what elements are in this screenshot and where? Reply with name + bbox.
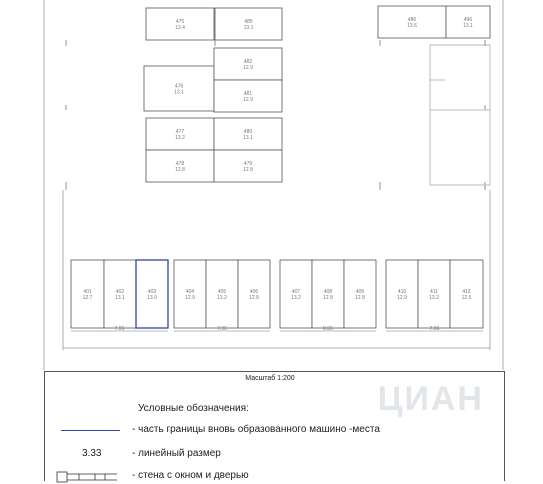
watermark: ЦИАН <box>377 380 484 418</box>
space-number: 477 <box>175 129 185 135</box>
parking-space-402 <box>104 260 136 328</box>
space-number: 401 <box>83 289 92 295</box>
space-area: 12.8 <box>323 295 333 301</box>
space-number: 479 <box>243 161 253 167</box>
space-area: 13.1 <box>463 23 473 29</box>
parking-space-403 <box>136 260 168 328</box>
space-area: 12.8 <box>175 167 185 173</box>
legend-row-boundary <box>61 424 501 438</box>
space-area: 12.8 <box>243 167 253 173</box>
scale-label: Масштаб 1:200 <box>245 375 295 382</box>
dimension-label: 8.06 <box>323 326 333 332</box>
space-number: 475 <box>175 19 185 25</box>
space-area: 12.5 <box>461 295 472 301</box>
legend-text-dimension: - линейный размер <box>132 448 221 459</box>
parking-space-406 <box>238 260 270 328</box>
space-number: 482 <box>243 59 253 65</box>
wall-sample-icon <box>55 470 119 484</box>
space-number: 409 <box>355 289 365 295</box>
parking-space-477 <box>146 118 214 150</box>
parking-spaces <box>71 6 490 328</box>
space-number: 402 <box>115 289 125 295</box>
space-area: 13.1 <box>115 295 125 301</box>
space-area: 13.1 <box>174 89 184 96</box>
space-number: 411 <box>430 289 438 295</box>
space-area: 12.9 <box>243 65 253 71</box>
legend <box>44 371 505 481</box>
parking-space-476 <box>144 66 214 111</box>
space-number: 412 <box>462 289 471 295</box>
parking-space-405 <box>206 260 238 328</box>
parking-space-409 <box>344 260 376 328</box>
parking-space-410 <box>386 260 418 328</box>
space-area: 12.8 <box>355 295 365 301</box>
space-number: 478 <box>175 161 185 167</box>
space-number: 410 <box>397 289 407 295</box>
parking-space-485 <box>215 8 282 40</box>
parking-space-412 <box>450 260 483 328</box>
space-area: 13.0 <box>147 295 157 301</box>
dimension-label: 7.96 <box>114 326 125 332</box>
space-number: 405 <box>217 289 227 295</box>
legend-text-boundary: - часть границы вновь образованного машино -места <box>132 424 380 435</box>
parking-space-481 <box>214 80 282 112</box>
parking-space-478 <box>146 150 214 182</box>
space-area: 12.9 <box>243 97 253 103</box>
ramp-outline <box>430 45 490 185</box>
legend-row-dimension <box>61 448 501 462</box>
space-number: 407 <box>291 289 301 295</box>
dimension-sample: 3.33 <box>82 448 102 459</box>
space-area: 12.8 <box>249 295 259 301</box>
space-number: 476 <box>174 83 184 90</box>
space-area: 12.7 <box>82 295 93 301</box>
legend-title: Условные обозначения: <box>138 403 249 414</box>
space-area: 13.1 <box>243 135 253 141</box>
space-number: 404 <box>185 289 195 295</box>
parking-space-482 <box>214 48 282 80</box>
space-area: 13.2 <box>291 295 301 301</box>
parking-space-407 <box>280 260 312 328</box>
space-area: 13.6 <box>407 23 417 29</box>
space-number: 408 <box>323 289 333 295</box>
space-number: 486 <box>407 17 417 23</box>
space-area: 13.1 <box>243 25 254 31</box>
parking-space-408 <box>312 260 344 328</box>
boundary-line-sample <box>61 430 120 431</box>
space-area: 13.2 <box>429 295 439 301</box>
space-area: 13.2 <box>217 295 227 301</box>
space-area: 12.9 <box>397 295 407 301</box>
parking-space-401 <box>71 260 104 328</box>
space-area: 12.9 <box>185 295 195 301</box>
parking-space-480 <box>214 118 282 150</box>
space-number: 403 <box>147 289 157 295</box>
space-number: 406 <box>249 289 259 295</box>
space-number: 481 <box>243 91 253 97</box>
parking-space-475 <box>146 8 214 40</box>
dimension-label: 7.96 <box>429 326 440 332</box>
parking-space-479 <box>214 150 282 182</box>
space-number: 480 <box>243 129 253 135</box>
parking-space-496 <box>446 6 490 38</box>
parking-space-404 <box>174 260 206 328</box>
parking-space-411 <box>418 260 450 328</box>
space-number: 496 <box>463 17 473 23</box>
space-area: 13.2 <box>175 135 185 141</box>
legend-text-wall: - стена с окном и дверью <box>132 470 249 481</box>
space-number: 485 <box>244 19 253 25</box>
legend-row-wall <box>61 470 501 484</box>
parking-space-486 <box>378 6 446 38</box>
dimension-label: 7.96 <box>217 326 227 332</box>
space-area: 13.4 <box>175 25 185 31</box>
